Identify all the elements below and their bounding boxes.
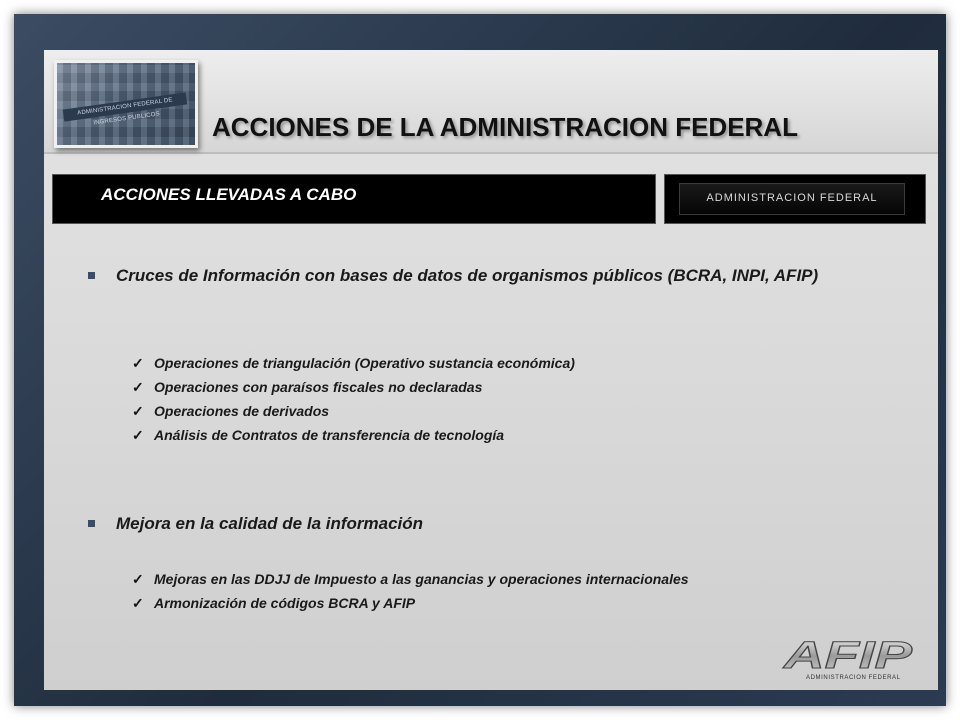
- sub-bullet-item: [132, 592, 415, 614]
- sub-bullet-text: Operaciones de derivados: [154, 403, 330, 419]
- bullet-item: [88, 262, 922, 290]
- administracion-logo-text: ADMINISTRACION FEDERAL: [706, 192, 878, 204]
- checkmark-icon: ✓: [132, 571, 144, 587]
- checkmark-icon: ✓: [132, 403, 144, 419]
- sub-bullet-item: [132, 352, 575, 374]
- square-bullet-icon: [88, 272, 95, 279]
- checkmark-icon: ✓: [132, 355, 144, 371]
- slide-frame: [14, 14, 946, 706]
- checkmark-icon: ✓: [132, 595, 144, 611]
- checkmark-icon: ✓: [132, 427, 144, 443]
- checkmark-icon: ✓: [132, 379, 144, 395]
- sub-bullet-text: Operaciones de triangulación (Operativo sustancia económica): [154, 355, 575, 371]
- page-title: ACCIONES DE LA ADMINISTRACION FEDERAL: [212, 112, 798, 142]
- afip-logo-tagline: ADMINISTRACION FEDERAL: [806, 675, 901, 681]
- sub-bullet-text: Operaciones con paraísos fiscales no declaradas: [154, 379, 483, 395]
- bullet-text: Mejora en la calidad de la información: [116, 514, 424, 533]
- bullet-text: Cruces de Información con bases de datos de organismos públicos (BCRA, INPI, AFIP): [116, 266, 819, 285]
- building-sign: ADMINISTRACION FEDERAL DE INGRESOS PUBLICOS: [63, 92, 187, 121]
- square-bullet-icon: [88, 520, 95, 527]
- content-area: [44, 50, 938, 690]
- sub-bullet-item: [132, 376, 482, 398]
- afip-logo-brand: AFIP: [782, 635, 913, 677]
- slide: [44, 50, 938, 690]
- bullet-item: [88, 510, 922, 538]
- section-label: ACCIONES LLEVADAS A CABO: [101, 185, 357, 204]
- sub-bullet-text: Análisis de Contratos de transferencia de tecnología: [154, 427, 505, 443]
- sub-bullet-text: Armonización de códigos BCRA y AFIP: [154, 595, 416, 611]
- sub-bullet-item: [132, 568, 689, 590]
- sub-bullet-item: [132, 424, 504, 446]
- sub-bullet-item: [132, 400, 329, 422]
- afip-logo: [780, 634, 920, 682]
- sub-bullet-text: Mejoras en las DDJJ de Impuesto a las ganancias y operaciones internacionales: [154, 571, 689, 587]
